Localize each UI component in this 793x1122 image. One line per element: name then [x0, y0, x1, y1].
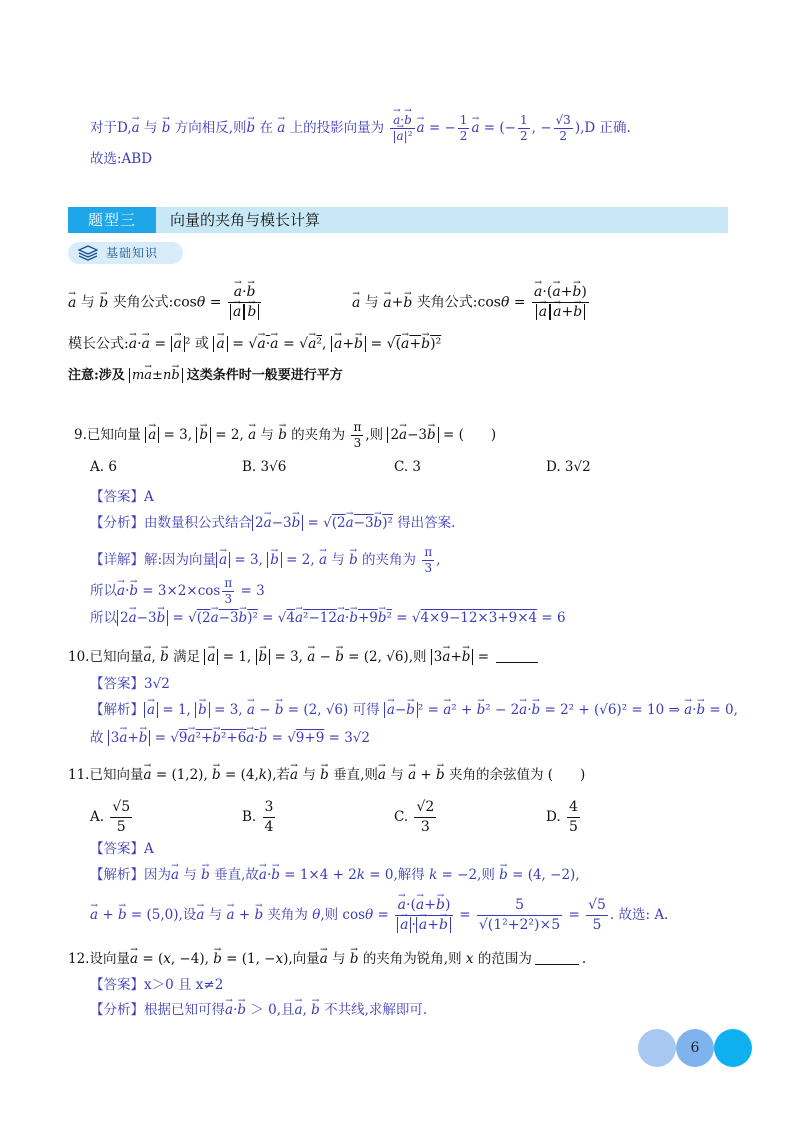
text: 所以 [90, 583, 117, 599]
text: . 故选: A. [609, 907, 669, 923]
text: = ( ) [442, 427, 497, 443]
q11-option-a[interactable]: A. $\frac{√5}{5}$ [90, 799, 131, 835]
q11-option-d[interactable]: D. $\frac{4}{5}$ [546, 799, 578, 835]
section-tag: 题型三 [68, 207, 156, 233]
text: 的夹角为 [291, 427, 346, 443]
text: ,向量 [288, 951, 320, 967]
text: ,且 [276, 1002, 295, 1018]
text: 得出答案. [397, 515, 456, 531]
text: 夹角为 [267, 907, 308, 923]
text: ,D 正确. [580, 120, 631, 136]
q10-analysis: 【解析】→ a = 1, → b = 3, → a − → b = (2, √6) 可得 → a−→ b ² = → a² + → b² − 2→ a·→ b = 2² + (√6)² = 10 ⇒ → a·→ b = 0, [90, 701, 738, 719]
note-line: 注意:涉及 m→ a±n→ b 这类条件时一般要进行平方 [68, 367, 343, 385]
text: ,则 [320, 907, 339, 923]
text: 的夹角为 [362, 552, 417, 568]
text: 【分析】由数量积公式结合 [90, 515, 252, 531]
q10-stem: 10.已知向量→ a, → b 满足 → a = 1, → b = 3, → a − → b = (2, √6),则 3→ a+→ b = [68, 648, 541, 666]
q9-stem: 9.已知向量 → a = 3, → b = 2, → a 与 → b 的夹角为 $\frac{\pi}{3}$ ,则 2→ a−3→ b = ( ) [74, 420, 496, 451]
q11-analysis: 【解析】因为→ a 与 → b 垂直,故→ a·→ b = 1×4 + 2k = 0,解得 k = −2,则 → b = (4, −2), [90, 866, 580, 884]
q9-answer: 【答案】A [90, 489, 154, 505]
q10-answer: 【答案】3√2 [90, 676, 170, 692]
q11-option-b[interactable]: B. $\frac{3}{4}$ [242, 799, 274, 835]
text: 的范围为 [477, 951, 532, 967]
page-number-badge [638, 1029, 752, 1067]
projection-fraction: → $\frac{a\cdot\to b}{\text{|→ a|²}}$ [390, 113, 414, 144]
text: ,解得 [393, 867, 425, 883]
q9-analysis: 【分析】由数量积公式结合 2→ a−3→ b = √(2→ a−3→ b)² 得出答案. [90, 514, 455, 532]
text: 或 [194, 336, 209, 352]
text: ,则 [408, 649, 427, 665]
q12-stem: 12.设向量→ a = (x, −4), → b = (1, −x),向量→ a 与 → b 的夹角为锐角,则 x 的范围为 . [68, 950, 586, 968]
text: ,若 [272, 767, 290, 783]
basics-badge [68, 242, 183, 264]
text: ,则 [365, 427, 384, 443]
text: 已知向量 [89, 767, 144, 783]
q9-step1: 所以→ a·→ b = 3×2×cos $\frac{\pi}{3}$ = 3 [90, 576, 265, 607]
text: 的夹角为锐角,则 [362, 951, 462, 967]
q9-option-c[interactable]: C. 3 [394, 459, 422, 475]
text: C. [394, 809, 409, 825]
q11-option-c[interactable]: C. $\frac{√2}{3}$ [394, 799, 435, 835]
text: 【解析】 [90, 702, 144, 718]
norm-formula: 模长公式:→ a·→ a = → a ² 或 → a = √→ a·→ a = √→ a², → a+→ b = √(→ a+→ b)² [68, 335, 441, 353]
text: 故 [90, 730, 104, 746]
section-header [68, 207, 728, 233]
angle-formula-1: → a 与 → b 夹角公式:cosθ = → a·→ b → a→ b [68, 283, 263, 322]
text: 12. [68, 951, 90, 967]
q12-answer: 【答案】x＞0 且 x≠2 [90, 977, 224, 993]
text: 满足 [173, 649, 201, 665]
q9-detail: 【详解】解:因为向量→ a = 3, → b = 2, → a 与 → b 的夹角为 $\frac{\pi}{3}$ , [90, 545, 441, 576]
q9-option-b[interactable]: B. 3√6 [242, 459, 287, 475]
text: 垂直,故 [214, 867, 259, 883]
text: 夹角公式: [416, 294, 478, 311]
text: 可得 [352, 702, 380, 718]
text: 【解析】因为 [90, 867, 171, 883]
text: 对于D, [90, 120, 132, 136]
text: 垂直,则 [333, 767, 378, 783]
layers-icon [78, 245, 98, 261]
text: A. [90, 809, 105, 825]
solution-d-line: 对于D,→ a 与 → b 方向相反,则→ b 在 → a 上的投影向量为 → $\frac{a\cdot\to b}{\text{|→ a|²}}$ → a = − $\frac{1}{2}$ → a = (− $\frac{1}{2}$ , − $\frac{√3}{2}$ ),D 正确. [90, 113, 631, 144]
basics-label: 基础知识 [106, 246, 159, 260]
text: 已知向量 [86, 427, 141, 443]
text: 这类条件时一般要进行平方 [186, 368, 343, 383]
q11-answer: 【答案】A [90, 841, 154, 857]
text: 10. [68, 649, 90, 665]
q10-answer-blank[interactable] [496, 662, 538, 663]
text: 设向量 [89, 951, 130, 967]
q12-answer-blank[interactable] [535, 964, 579, 965]
text: 所以 [90, 610, 117, 626]
page-number: 6 [690, 1040, 700, 1056]
q9-option-a[interactable]: A. 6 [90, 459, 117, 475]
q10-conclusion: 故 3→ a+→ b = √9→ a²+→ b²+6→ a·→ b = √9+9 = 3√2 [90, 729, 370, 747]
answer-line: 故选:ABD [90, 151, 153, 167]
q9-option-d[interactable]: D. 3√2 [546, 459, 591, 475]
q12-analysis: 【分析】根据已知可得→ a·→ b ＞ 0,且→ a, → b 不共线,求解即可. [90, 1001, 427, 1019]
text: 夹角的余弦值为 ( ) [448, 767, 586, 783]
text: 夹角公式: [112, 294, 174, 311]
decor-circle [638, 1029, 676, 1067]
text: ,则 [477, 867, 495, 883]
text: D. [546, 809, 561, 825]
q9-step2: 所以 2→ a−3→ b = √(2→ a−3→ b)² = √4→ a²−12→ a·→ b+9→ b² = √4×9−12×3+9×4 = 6 [90, 609, 566, 627]
text: 模长公式: [68, 336, 129, 352]
section-title: 向量的夹角与模长计算 [170, 211, 321, 229]
decor-circle [714, 1029, 752, 1067]
text: 不共线,求解即可. [324, 1002, 428, 1018]
text: 方向相反,则 [174, 120, 247, 136]
q11-cosine: → a + → b = (5,0),设→ a 与 → a + → b 夹角为 θ,则 cosθ = → a·(→ a+→ b) → a ·→ a+→ b = $\frac{5}{\text{√(1²+2²)×5}}$ = $\frac{√5}{5}$ . 故选: A. [90, 896, 668, 935]
text: ,设 [178, 907, 197, 923]
angle-formula-2: → a 与 → a+→ b 夹角公式:cosθ = → a·(→ a+→ b) → a→ a+→ b [352, 283, 591, 322]
text: 上的投影向量为 [289, 120, 385, 136]
text: 9. [74, 427, 87, 443]
q11-stem: 11.已知向量→ a = (1,2), → b = (4,k),若→ a 与 → b 垂直,则→ a 与 → a + → b 夹角的余弦值为 ( ) [68, 766, 585, 784]
text: 11. [68, 767, 90, 783]
text: 已知向量 [89, 649, 144, 665]
text: 【分析】根据已知可得 [90, 1002, 225, 1018]
text: 注意:涉及 [68, 368, 125, 383]
text: B. [242, 809, 257, 825]
text: 【详解】解:因为向量 [90, 552, 217, 568]
